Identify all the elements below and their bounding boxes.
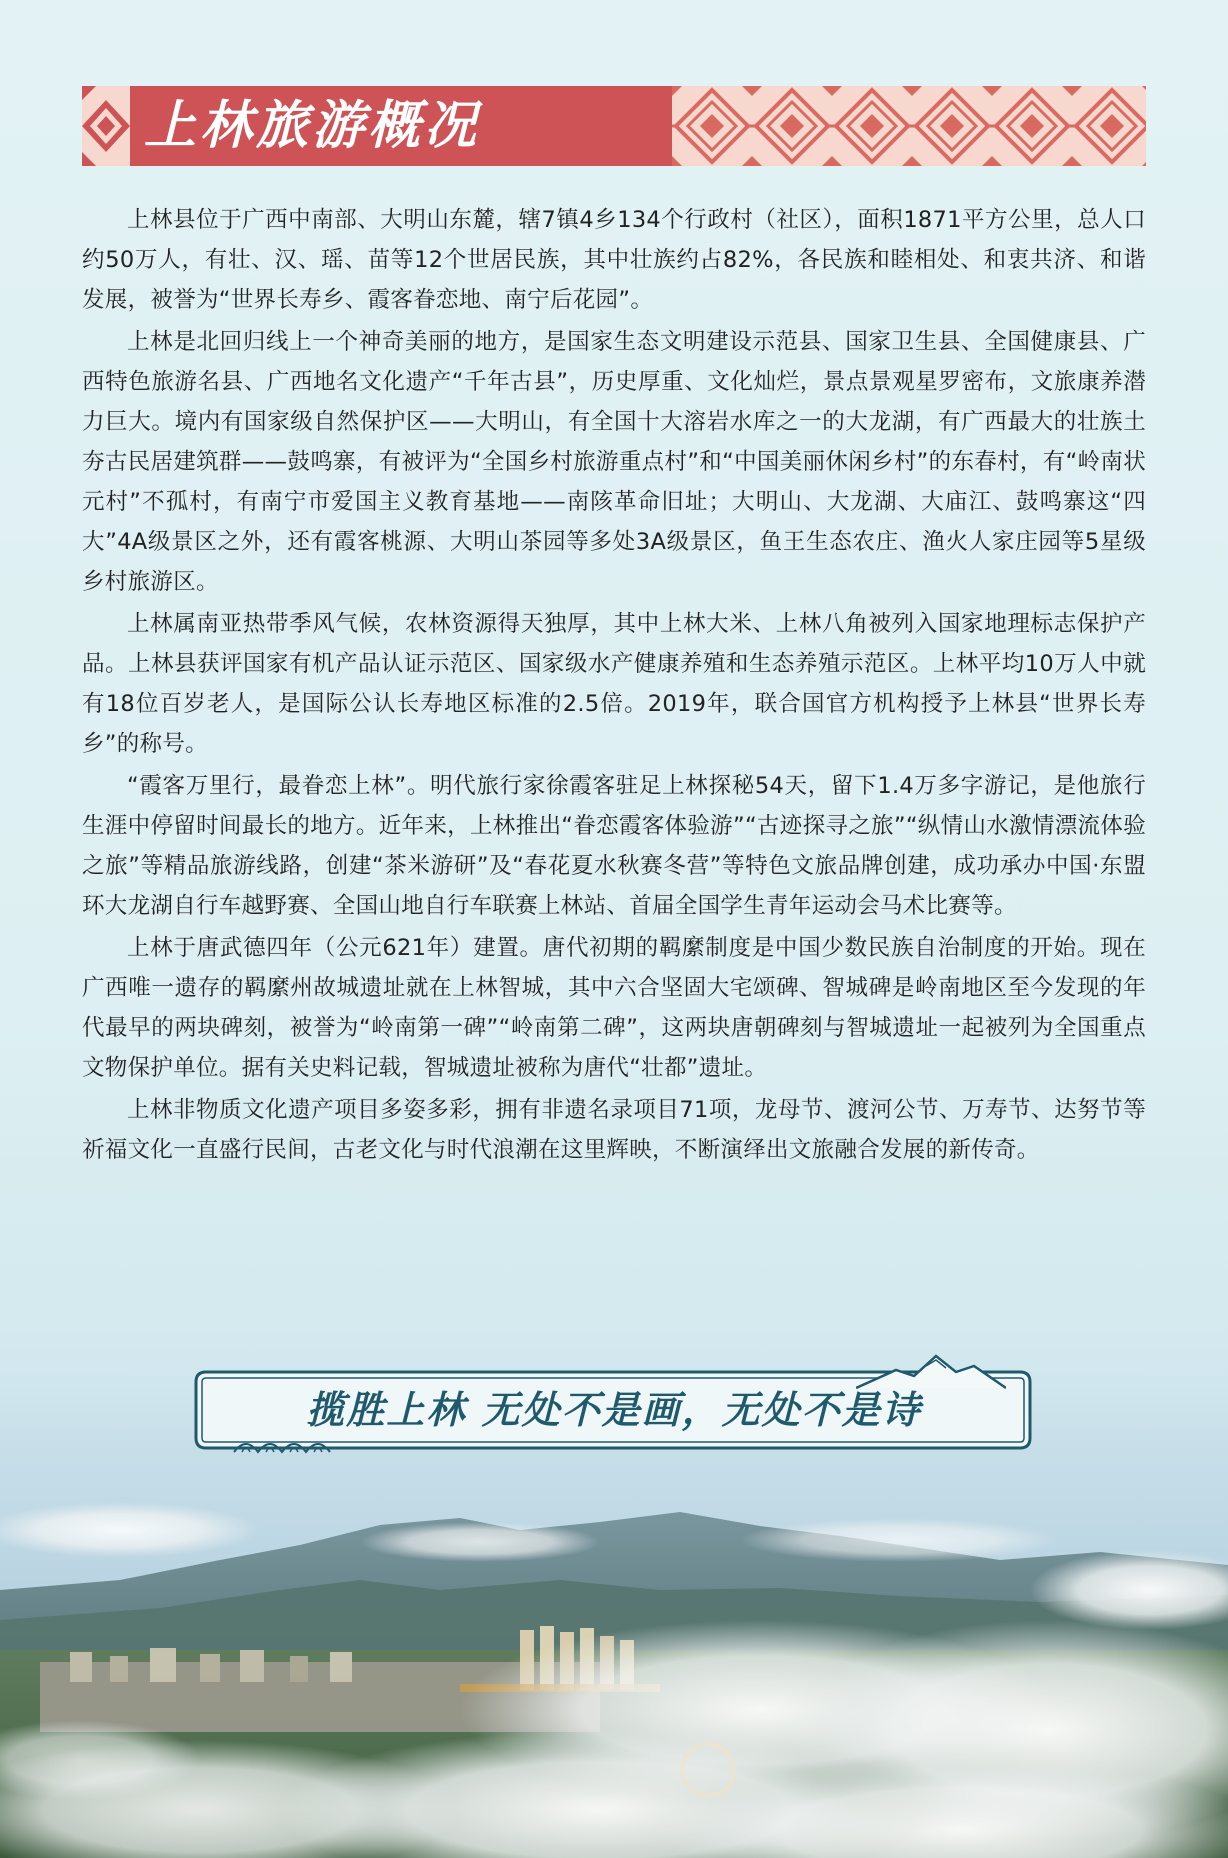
paragraph-heritage: 上林非物质文化遗产项目多姿多彩，拥有非遗名录项目71项，龙母节、渡河公节、万寿节、达努节等祈福文化一直盛行民间，古老文化与时代浪潮在这里辉映，不断演绎出文旅融合发展的新传奇。 (82, 1097, 1146, 1163)
paragraph-climate-longevity: 上林属南亚热带季风气候，农林资源得天独厚，其中上林大米、上林八角被列入国家地理标志保护产品。上林县获评国家有机产品认证示范区、国家级水产健康养殖和生态养殖示范区。上林平均10万人中就有18位百岁老人，是国际公认长寿地区标准的2.5倍。2019年，联合国官方机构授予上林县“世界长寿乡”的称号。 (82, 611, 1146, 757)
header-title-band (82, 86, 672, 166)
paragraph-overview: 上林县位于广西中南部、大明山东麓，辖7镇4乡134个行政村（社区），面积1871平方公里，总人口约50万人，有壮、汉、瑶、苗等12个世居民族，其中壮族约占82%，各民族和睦相处、和衷共济、和谐发展，被誉为“世界长寿乡、霞客眷恋地、南宁后花园”。 (82, 207, 1146, 313)
paragraph-history: 上林于唐武德四年（公元621年）建置。唐代初期的羁縻制度是中国少数民族自治制度的开始。现在广西唯一遗存的羁縻州故城遗址就在上林智城，其中六合坚固大宅颂碑、智城碑是岭南地区至今发现的年代最早的两块碑刻，被誉为“岭南第一碑”“岭南第二碑”，这两块唐朝碑刻与智城遗址一起被列为全国重点文物保护单位。据有关史料记载，智城遗址被称为唐代“壮都”遗址。 (82, 935, 1146, 1081)
slogan-text: 揽胜上林 无处不是画，无处不是诗 (306, 1387, 922, 1432)
slogan-badge (192, 1362, 1034, 1452)
paragraph-xu-xiake: “霞客万里行，最眷恋上林”。明代旅行家徐霞客驻足上林探秘54天，留下1.4万多字游记，是他旅行生涯中停留时间最长的地方。近年来，上林推出“眷恋霞客体验游”“古迹探寻之旅”“纵情山水激情漂流体验之旅”等精品旅游线路，创建“茶米游研”及“春花夏水秋赛冬营”等特色文旅品牌创建，成功承办中国·东盟环大龙湖自行车越野赛、全国山地自行车联赛上林站、首届全国学生青年运动会马术比赛等。 (82, 773, 1146, 919)
section-header-banner (82, 86, 1146, 166)
article-body (82, 200, 1146, 1172)
ethnic-brocade-pattern-icon (672, 86, 1146, 166)
paragraph-scenery: 上林是北回归线上一个神奇美丽的地方，是国家生态文明建设示范县、国家卫生县、全国健康县、广西特色旅游名县、广西地名文化遗产“千年古县”，历史厚重、文化灿烂，景点景观星罗密布，文旅康养潜力巨大。境内有国家级自然保护区——大明山，有全国十大溶岩水库之一的大龙湖，有广西最大的壮族土夯古民居建筑群——鼓鸣寨，有被评为“全国乡村旅游重点村”和“中国美丽休闲乡村”的东春村，有“岭南状元村”不孤村，有南宁市爱国主义教育基地——南陔革命旧址；大明山、大龙湖、大庙江、鼓鸣寨这“四大”4A级景区之外，还有霞客桃源、大明山茶园等多处3A级景区，鱼王生态农庄、渔火人家庄园等5星级乡村旅游区。 (82, 329, 1146, 595)
page-title: 上林旅游概况 (144, 95, 481, 156)
diamond-pattern-icon (82, 86, 130, 166)
